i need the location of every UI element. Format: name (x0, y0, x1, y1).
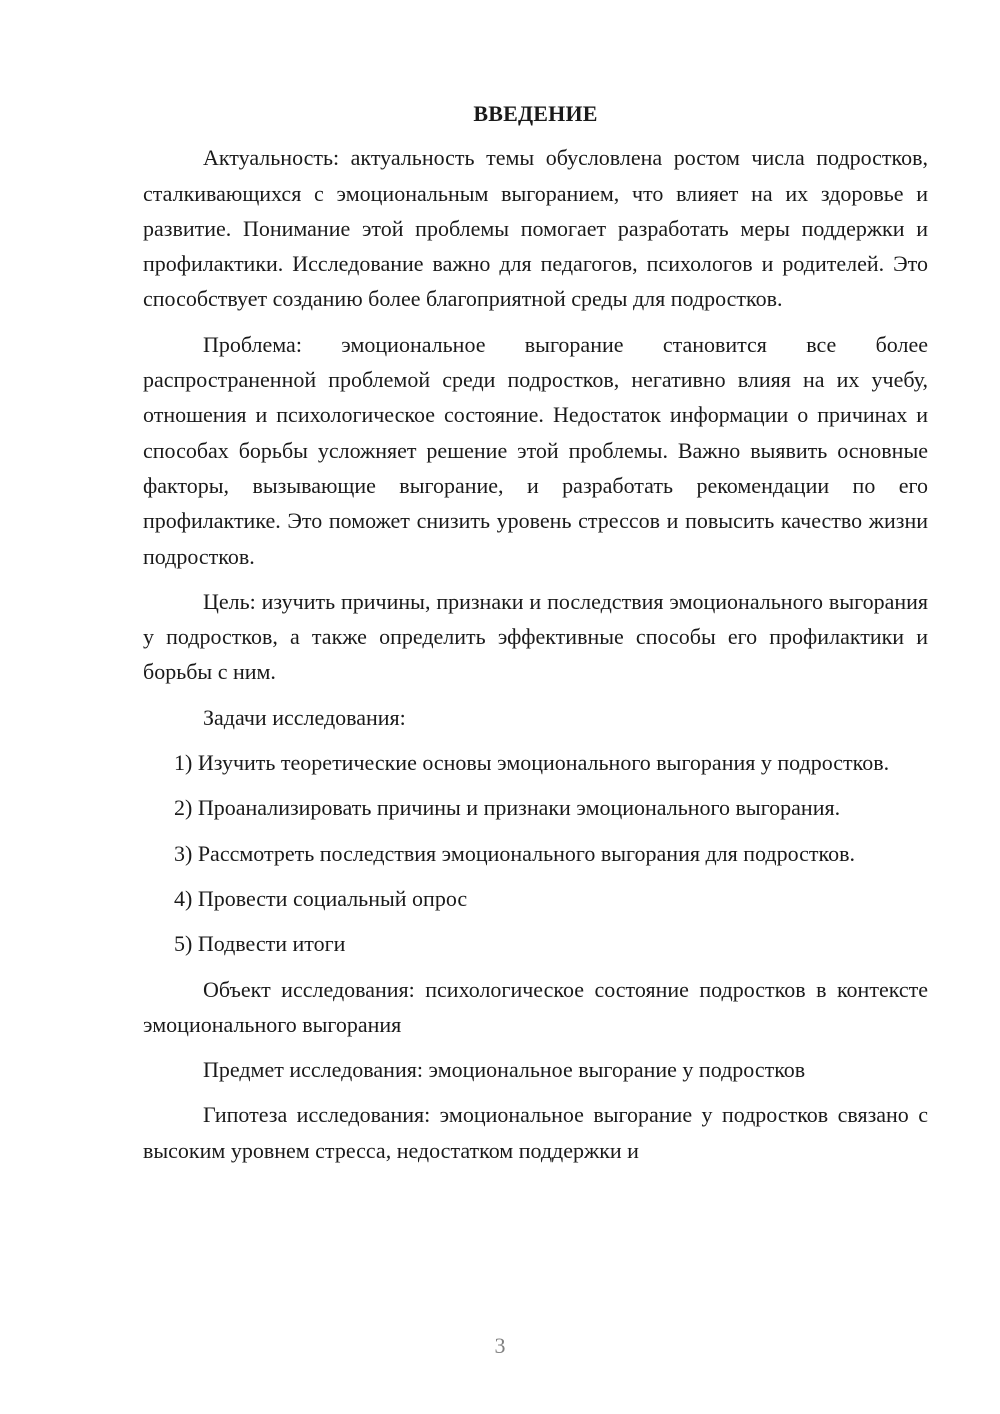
object-paragraph: Объект исследования: психологическое состояние подростков в контексте эмоционального выгорания (143, 976, 928, 1037)
task-item-2: 2) Проанализировать причины и признаки эмоционального выгорания. (174, 795, 841, 821)
problem-paragraph: Проблема: эмоциональное выгорание становится все более распространенной проблемой среди подростков, негативно влияя на их учебу, отношения и психологическое состояние. Недостаток информации о причинах и способах борьбы усложняет решение этой проблемы. Важно выявить основные факторы, вызывающие выгорание, и разработать рекомендации по его профилактике. Это поможет снизить уровень стрессов и повысить качество жизни подростков. (143, 331, 928, 569)
task-item-4: 4) Провести социальный опрос (174, 885, 468, 911)
relevance-paragraph: Актуальность: актуальность темы обусловлена ростом числа подростков, сталкивающихся с эмоциональным выгоранием, что влияет на их здоровье и развитие. Понимание этой проблемы помогает разработать меры поддержки и профилактики. Исследование важно для педагогов, психологов и родителей. Это способствует созданию более благоприятной среды для подростков. (143, 145, 928, 312)
goal-paragraph: Цель: изучить причины, признаки и последствия эмоционального выгорания у подростков, а также определить эффективные способы его профилактики и борьбы с ним. (143, 588, 928, 685)
task-item-5: 5) Подвести итоги (174, 931, 346, 957)
section-title: ВВЕДЕНИЕ (473, 101, 598, 126)
page-number: 3 (494, 1333, 506, 1358)
document-page (143, 96, 928, 1178)
hypothesis-paragraph: Гипотеза исследования: эмоциональное выгорание у подростков связано с высоким уровнем стресса, недостатком поддержки и (143, 1102, 928, 1163)
task-item-3: 3) Рассмотреть последствия эмоционального выгорания для подростков. (174, 840, 855, 866)
tasks-heading: Задачи исследования: (203, 704, 406, 730)
task-item-1: 1) Изучить теоретические основы эмоционального выгорания у подростков. (174, 750, 890, 776)
subject-paragraph: Предмет исследования: эмоциональное выгорание у подростков (203, 1057, 806, 1083)
